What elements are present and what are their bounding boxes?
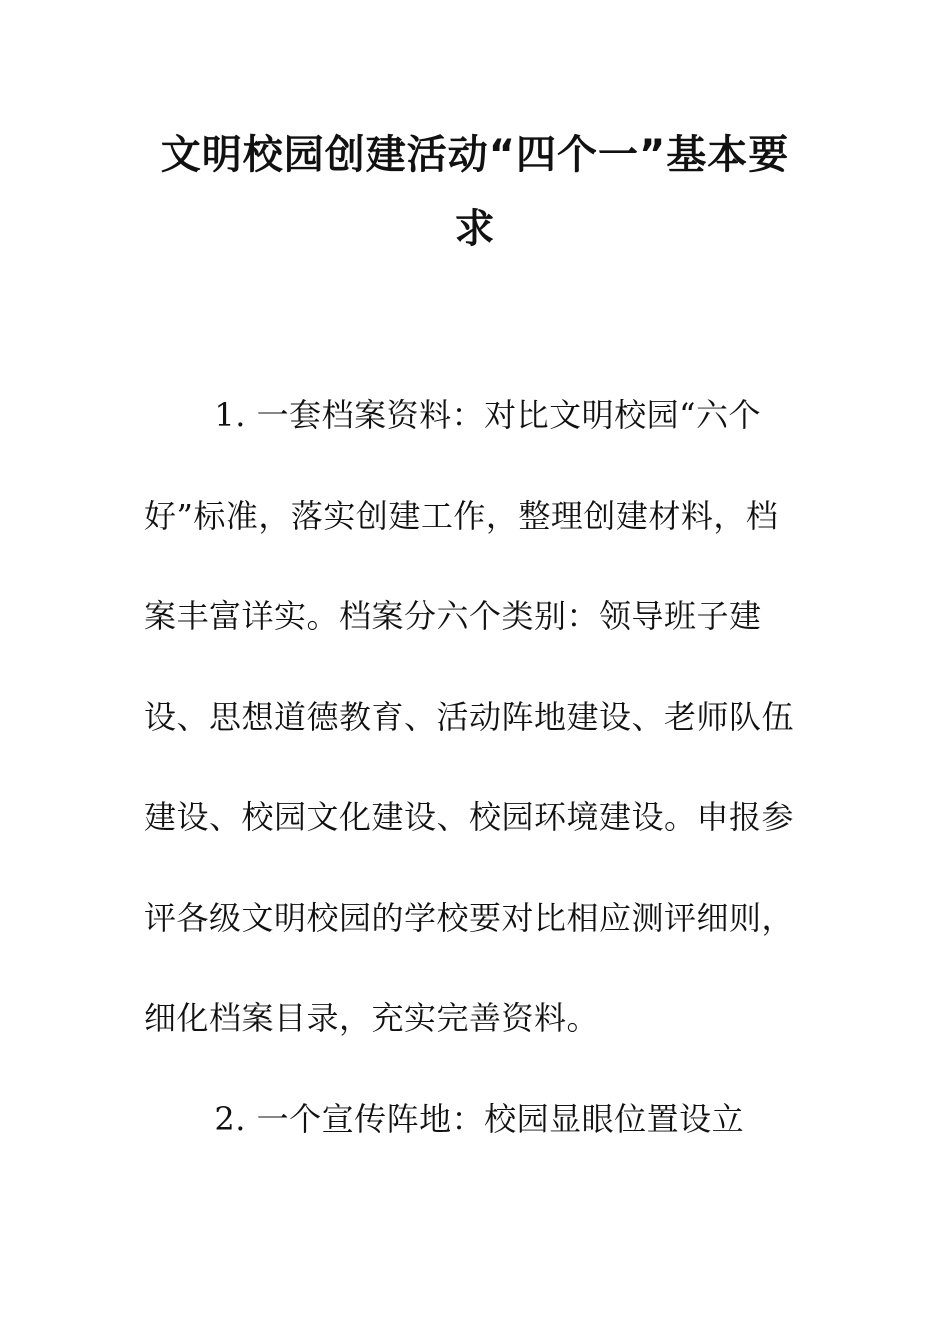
paragraph-archive-materials: 1. 一套档案资料：对比文明校园“六个好”标准，落实创建工作，整理创建材料，档案丰富详实。档案分六个类别：领导班子建设、思想道德教育、活动阵地建设、老师队伍建设、校园文化建设、校园环境建设。申报参评各级文明校园的学校要对比相应测评细则，细化档案目录，充实完善资料。 <box>144 396 795 1037</box>
document-body <box>144 365 799 1169</box>
paragraph-publicity-position: 2. 一个宣传阵地：校园显眼位置设立 <box>214 1099 745 1138</box>
document-title: 文明校园创建活动“四个一”基本要求 <box>160 132 790 252</box>
